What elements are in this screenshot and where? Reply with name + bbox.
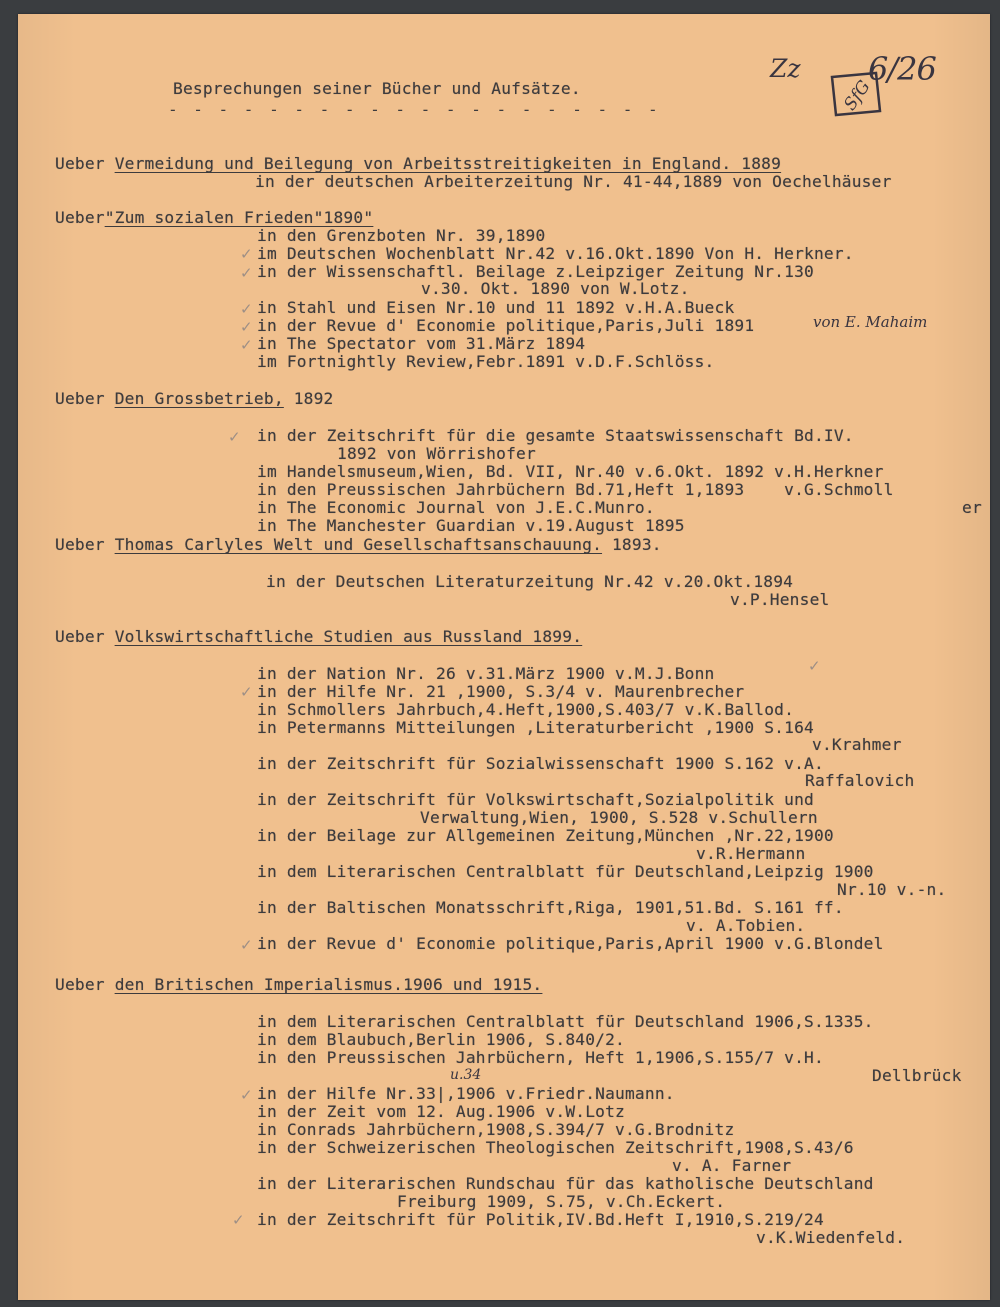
- review-entry: Dellbrück: [872, 1066, 962, 1085]
- review-entry: Freiburg 1909, S.75, v.Ch.Eckert.: [397, 1192, 726, 1211]
- review-entry-continuation: er: [962, 498, 982, 517]
- review-entry: v.R.Hermann: [696, 844, 806, 863]
- archive-mark-prefix: Zz: [770, 54, 801, 83]
- review-entry: in der Schweizerischen Theologischen Zeitschrift,1908,S.43/6: [257, 1138, 854, 1157]
- document-page: [18, 14, 990, 1300]
- review-entry: in den Grenzboten Nr. 39,1890: [257, 226, 546, 245]
- section-prefix: Ueber: [55, 975, 115, 994]
- review-entry: v.Krahmer: [812, 735, 902, 754]
- check-mark-icon: ✓: [240, 318, 253, 336]
- review-entry: in Schmollers Jahrbuch,4.Heft,1900,S.403/7 v.K.Ballod.: [257, 700, 795, 719]
- review-entry: in der Hilfe Nr. 21 ,1900, S.3/4 v. Maurenbrecher: [257, 682, 745, 701]
- section-header: [55, 209, 373, 227]
- section-year: 1892: [283, 389, 334, 408]
- check-mark-icon: ✓: [240, 1086, 253, 1104]
- review-entry: in den Preussischen Jahrbüchern Bd.71,Heft 1,1893 v.G.Schmoll: [257, 480, 894, 499]
- review-entry: in Stahl und Eisen Nr.10 und 11 1892 v.H.A.Bueck: [257, 298, 735, 317]
- section-title: Vermeidung und Beilegung von Arbeitsstreitigkeiten in England. 1889: [114, 154, 782, 173]
- section-header: [55, 155, 781, 173]
- review-entry: im Fortnightly Review,Febr.1891 v.D.F.Schlöss.: [257, 352, 715, 371]
- review-entry: 1892 von Wörrishofer: [337, 444, 536, 463]
- review-entry: in Petermanns Mitteilungen ,Literaturbericht ,1900 S.164: [257, 718, 814, 737]
- review-entry: in der Zeitschrift für Sozialwissenschaft 1900 S.162 v.A.: [257, 754, 824, 773]
- review-entry: in der Beilage zur Allgemeinen Zeitung,München ,Nr.22,1900: [257, 826, 834, 845]
- review-entry: in dem Literarischen Centralblatt für Deutschland 1906,S.1335.: [257, 1012, 874, 1031]
- section-prefix: Ueber: [55, 208, 105, 227]
- stamp-text: SfG: [840, 77, 875, 115]
- handwritten-note: von E. Mahaim: [813, 313, 928, 331]
- section-prefix: Ueber: [55, 627, 115, 646]
- review-entry: in der Revue d' Economie politique,Paris,April 1900 v.G.Blondel: [257, 934, 884, 953]
- review-entry: in der Wissenschaftl. Beilage z.Leipziger Zeitung Nr.130: [257, 262, 814, 281]
- review-entry: in The Manchester Guardian v.19.August 1895: [257, 516, 685, 535]
- review-entry: in der Zeitschrift für Politik,IV.Bd.Heft I,1910,S.219/24: [257, 1210, 824, 1229]
- review-entry: v. A. Farner: [672, 1156, 792, 1175]
- archive-number: 6/26: [868, 50, 936, 88]
- review-entry: v. A.Tobien.: [686, 916, 806, 935]
- section-title: Volkswirtschaftliche Studien aus Russland 1899.: [114, 627, 583, 646]
- review-entry: in der Literarischen Rundschau für das katholische Deutschland: [257, 1174, 874, 1193]
- review-entry: in dem Blaubuch,Berlin 1906, S.840/2.: [257, 1030, 625, 1049]
- review-entry: in der deutschen Arbeiterzeitung Nr. 41-44,1889 von Oechelhäuser: [255, 172, 892, 191]
- review-entry: in The Economic Journal von J.E.C.Munro.: [257, 498, 655, 517]
- section-header: [55, 976, 542, 994]
- review-entry: in The Spectator vom 31.März 1894: [257, 334, 586, 353]
- review-entry: Raffalovich: [805, 771, 915, 790]
- section-title: den Britischen Imperialismus.1906 und 1915.: [114, 975, 543, 994]
- review-entry: in der Zeitschrift für die gesamte Staatswissenschaft Bd.IV.: [257, 426, 854, 445]
- review-entry: in der Deutschen Literaturzeitung Nr.42 v.20.Okt.1894: [266, 572, 794, 591]
- section-title: "Zum sozialen Frieden"1890": [104, 208, 374, 227]
- section-header: [55, 628, 582, 646]
- review-entry: in der Nation Nr. 26 v.31.März 1900 v.M.J.Bonn: [257, 664, 715, 683]
- review-entry: in der Revue d' Economie politique,Paris,Juli 1891: [257, 316, 755, 335]
- section-header: [55, 536, 662, 554]
- section-title: Thomas Carlyles Welt und Gesellschaftsanschauung.: [114, 535, 603, 554]
- check-mark-icon: ✓: [240, 936, 253, 954]
- check-mark-icon: ✓: [240, 336, 253, 354]
- heading-rule: - - - - - - - - - - - - - - - - - - - -: [168, 100, 661, 119]
- review-entry: in den Preussischen Jahrbüchern, Heft 1,1906,S.155/7 v.H.: [257, 1048, 824, 1067]
- page-heading: Besprechungen seiner Bücher und Aufsätze.: [173, 79, 581, 98]
- review-entry: in Conrads Jahrbüchern,1908,S.394/7 v.G.Brodnitz: [257, 1120, 735, 1139]
- review-entry: v.P.Hensel: [730, 590, 830, 609]
- review-entry: in dem Literarischen Centralblatt für Deutschland,Leipzig 1900: [257, 862, 874, 881]
- section-prefix: Ueber: [55, 389, 115, 408]
- review-entry: im Deutschen Wochenblatt Nr.42 v.16.Okt.1890 Von H. Herkner.: [257, 244, 854, 263]
- section-year: 1893.: [602, 535, 662, 554]
- section-prefix: Ueber: [55, 535, 115, 554]
- check-mark-icon: ✓: [228, 428, 241, 446]
- review-entry: Nr.10 v.-n.: [837, 880, 947, 899]
- check-mark-icon: ✓: [808, 657, 821, 675]
- review-entry: Verwaltung,Wien, 1900, S.528 v.Schullern: [420, 808, 818, 827]
- section-title: Den Grossbetrieb,: [114, 389, 284, 408]
- section-prefix: Ueber: [55, 154, 115, 173]
- check-mark-icon: ✓: [240, 264, 253, 282]
- review-entry: im Handelsmuseum,Wien, Bd. VII, Nr.40 v.6.Okt. 1892 v.H.Herkner: [257, 462, 884, 481]
- review-entry: in der Hilfe Nr.33|,1906 v.Friedr.Naumann.: [257, 1084, 675, 1103]
- check-mark-icon: ✓: [240, 300, 253, 318]
- handwritten-note: u.34: [450, 1067, 482, 1083]
- check-mark-icon: ✓: [240, 245, 253, 263]
- review-entry: v.K.Wiedenfeld.: [756, 1228, 906, 1247]
- section-header: [55, 390, 334, 408]
- review-entry: in der Baltischen Monatsschrift,Riga, 1901,51.Bd. S.161 ff.: [257, 898, 844, 917]
- review-entry: in der Zeit vom 12. Aug.1906 v.W.Lotz: [257, 1102, 625, 1121]
- check-mark-icon: ✓: [232, 1211, 245, 1229]
- review-entry: in der Zeitschrift für Volkswirtschaft,Sozialpolitik und: [257, 790, 814, 809]
- check-mark-icon: ✓: [240, 683, 253, 701]
- review-entry: v.30. Okt. 1890 von W.Lotz.: [421, 279, 690, 298]
